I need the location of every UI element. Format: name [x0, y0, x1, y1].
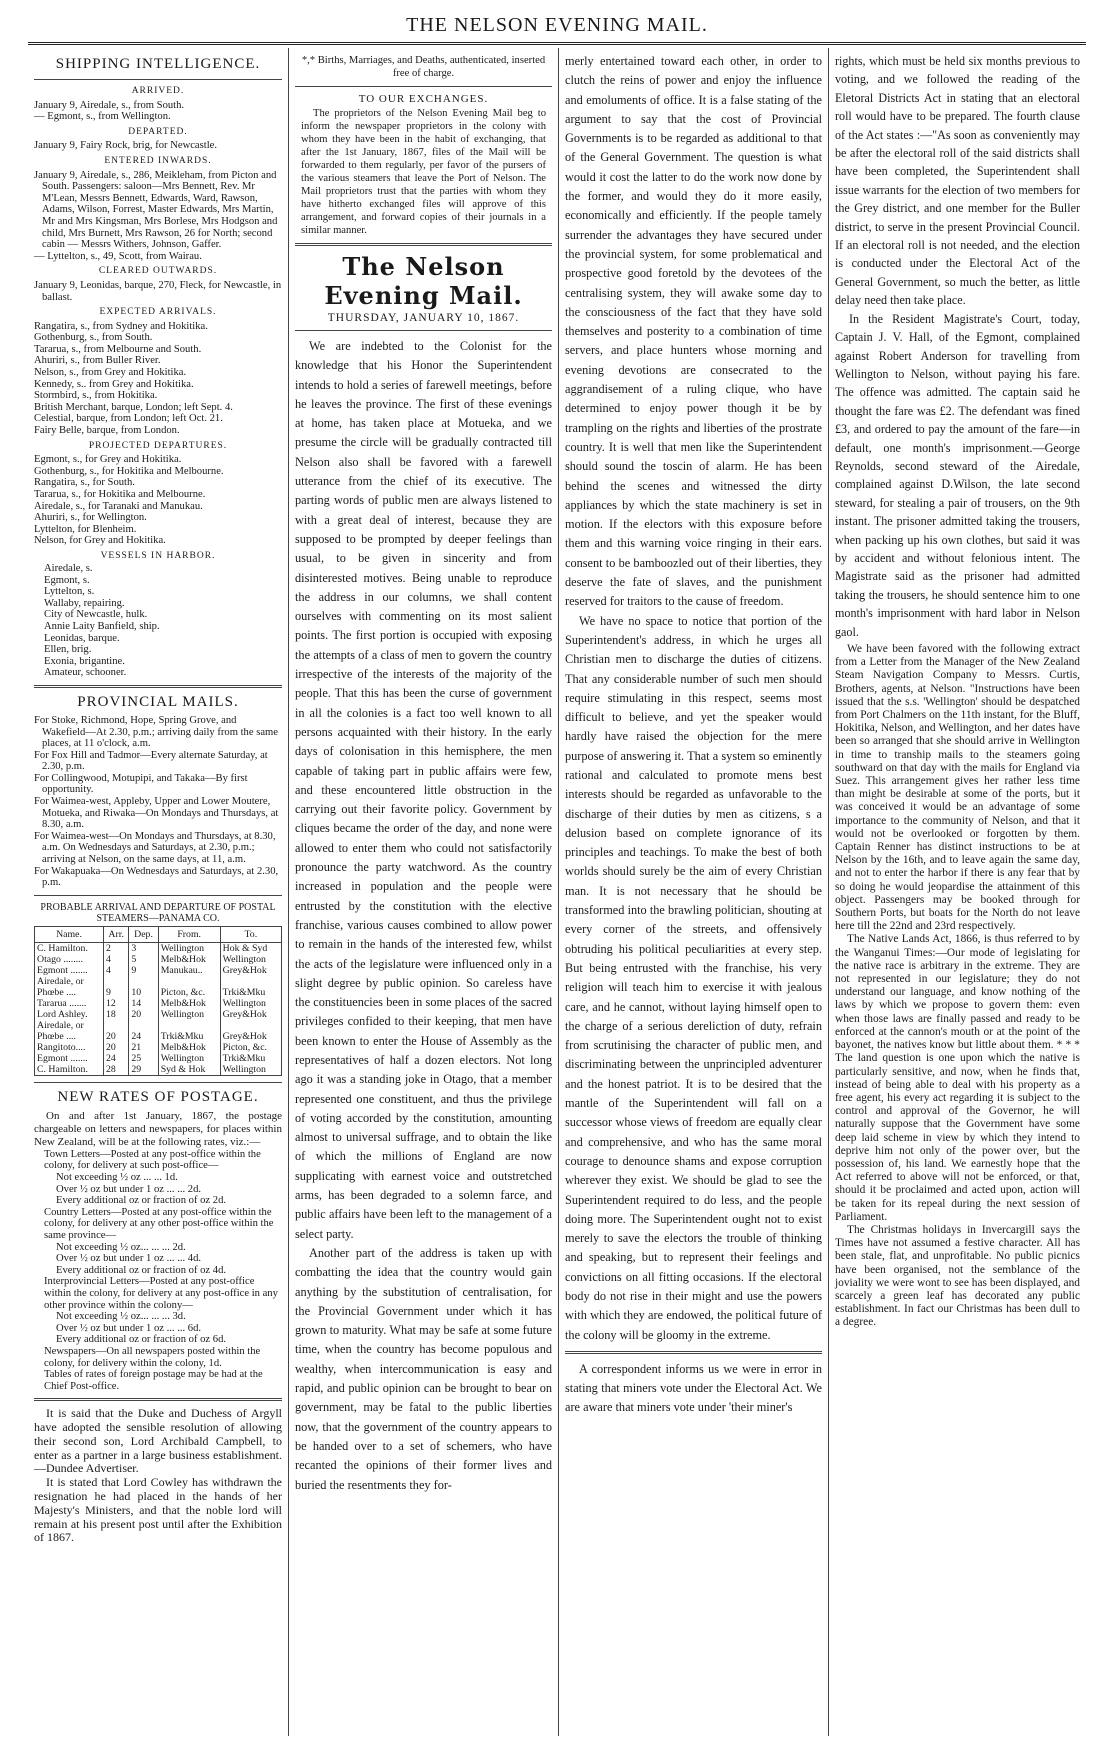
news-item: It is said that the Duke and Duchess of Argyll have adopted the sensible resolution of allowing their second son, Lord Archibald Campbell, to enter as a partner in a large business establishment.—Dundee Advertiser.	[34, 1406, 282, 1476]
postage-intro-block	[34, 1110, 282, 1149]
editorial-body	[295, 337, 552, 1495]
mail-item: For Collingwood, Motupipi, and Takaka—By first opportunity.	[34, 772, 248, 796]
table-cell: Lord Ashley.	[35, 1009, 104, 1020]
harbour-list	[34, 563, 282, 679]
table-row	[35, 1053, 282, 1064]
editorial-paragraph: We are indebted to the Colonist for the knowledge that his Honor the Superintendent intends to hold a series of farewell meetings, before he leaves the province. The first of these evenings at home, has taken place at Motueka, and we presume the circle will be gradually contracted till Nelson also shall be favored with a farewell utterance from the chief of its executive. The parting words of public men are always listened to with a great deal of interest, because they are supposed to be prompted by deeper feelings than usual, to be given in sincerity and from disinterested motives. Being unable to reproduce the address in our columns, we shall content ourselves with commenting on its most salient points. The first portion is occupied with exposing the attempts of a class of men to govern the country irrespective of the interests of the majority of the people. That this has been the curse of government in all the colonies is a fact too well known to all persons acquainted with their history. In the early days of colonisation in this hemisphere, the men capable of taking part in public affairs were few, and these encountered little obstruction in the carrying out their favorite policy. Government by cliques became the order of the day, and none were allowed to enter them who could not satisfactorily pronounce the party watchword. As the country increased in population and the people were entrusted by the constitution with the elective franchise, various causes combined to allow power to remain in the hands of the interested few, whilst the acts of the legislature were influenced only in a slight degree by public opinion. So careless have the constituencies been in some places of the sacred privileges confided to their keeping, that men have been known to enter the House of Assembly as the representatives of half a dozen electors. Not long ago it was a standing joke in Otago, that a member represented one constituent, and thus the privilege of voting accorded by the constitution, amounting almost to universal suffrage, and to obtain the like of which the millions of England are now supplicating with earnest voice and outstretched arms, has been degraded to a solemn farce, and public affairs have been left to the management of a select party.	[295, 339, 552, 1241]
table-row	[35, 942, 282, 954]
harbour-item: Wallaby, repairing.	[44, 597, 125, 609]
table-row	[35, 1064, 282, 1076]
column-2	[289, 48, 559, 1736]
col4-lower	[835, 643, 1080, 1330]
divider	[295, 330, 552, 331]
shipping-line: Ahuriri, s., from Buller River.	[34, 355, 161, 367]
harbour-item: Ellen, brig.	[44, 644, 92, 656]
shipping-line: January 9, Fairy Rock, brig, for Newcastle.	[34, 140, 217, 152]
shipping-line: January 9, Airedale, s., 286, Meikleham, from Picton and South. Passengers: saloon—Mrs Bennett, Rev. Mr M'Lean, Messrs Bennett, Edwards, Ward, Rawson, Adams, Wilson, Forrest, Master Edwards, Mrs Martin, Mr and Mrs Kingsman, Mrs Borlese, Mrs Hodgson and child, Mrs Burnett, Mrs Rawson, 26 for North; second cabin — Messrs Withers, Johnson, Gaffer.	[34, 169, 278, 251]
mails-list	[34, 715, 282, 889]
mails-title: PROVINCIAL MAILS.	[77, 693, 239, 710]
harbour-item: Airedale, s.	[44, 562, 93, 574]
table-cell: 3	[129, 942, 158, 954]
postage-line: Not exceeding ½ oz... ... ... 2d.	[56, 1241, 186, 1253]
shipping-line: Gothenburg, s., for Hokitika and Melbourne.	[34, 465, 224, 477]
table-row	[35, 965, 282, 976]
table-cell	[158, 1020, 220, 1031]
table-cell: Trki&Mku	[220, 1053, 281, 1064]
table-header: Dep.	[129, 926, 158, 942]
table-row	[35, 987, 282, 998]
shipping-line: January 9, Leonidas, barque, 270, Fleck, for Newcastle, in ballast.	[34, 279, 282, 303]
exchanges-title: TO OUR EXCHANGES.	[358, 93, 489, 105]
harbour-item: Annie Laity Banfield, ship.	[44, 620, 160, 632]
table-cell: Phœbe ....	[35, 987, 104, 998]
table-cell: Wellington	[220, 998, 281, 1009]
table-cell: Manukau..	[158, 965, 220, 976]
table-header: Arr.	[104, 926, 129, 942]
table-cell: 29	[129, 1064, 158, 1076]
harbour-item: Egmont, s.	[44, 574, 90, 586]
shipping-line: January 9, Airedale, s., from South.	[34, 99, 185, 111]
section-heading: DEPARTED.	[128, 126, 188, 137]
correspondent-text: A correspondent informs us we were in error in stating that miners vote under the Electoral Act. We are aware that miners vote under 'their miner's	[565, 1361, 822, 1415]
divider	[565, 1351, 822, 1354]
table-cell: Picton, &c.	[220, 1042, 281, 1053]
table-cell: Picton, &c.	[158, 987, 220, 998]
table-cell: Trki&Mku	[220, 987, 281, 998]
table-cell: Syd & Hok	[158, 1064, 220, 1076]
table-cell	[220, 1020, 281, 1031]
postal-heading: PROBABLE ARRIVAL AND DEPARTURE OF POSTAL STEAMERS—PANAMA CO.	[40, 901, 276, 924]
table-cell: 10	[129, 987, 158, 998]
section-heading: ARRIVED.	[131, 86, 185, 96]
shipping-title: SHIPPING INTELLIGENCE.	[55, 56, 261, 72]
paper-title: The Nelson Evening Mail.	[324, 252, 523, 310]
mail-item: For Waimea-west, Appleby, Upper and Lower Moutere, Motueka, and Riwaka—On Mondays and Thursdays, at 8.30, a.m.	[34, 796, 279, 831]
exchanges-block	[295, 107, 552, 237]
postage-lines	[34, 1149, 282, 1392]
table-cell: Wellington	[158, 942, 220, 954]
table-cell: C. Hamilton.	[35, 942, 104, 954]
table-cell: Phœbe ....	[35, 1031, 104, 1042]
table-cell: Wellington	[158, 1009, 220, 1020]
table-cell	[129, 1020, 158, 1031]
table-row	[35, 1009, 282, 1020]
table-cell: 2	[104, 942, 129, 954]
paper-date: THURSDAY, JANUARY 10, 1867.	[327, 312, 520, 324]
divider	[295, 86, 552, 87]
news-items	[34, 1407, 282, 1545]
table-cell: 20	[104, 1042, 129, 1053]
table-cell: Egmont .......	[35, 965, 104, 976]
table-cell: 14	[129, 998, 158, 1009]
table-cell: Wellington	[220, 954, 281, 965]
shipping-line: Gothenburg, s., from South.	[34, 332, 153, 344]
table-cell: Tararua .......	[35, 998, 104, 1009]
table-cell	[220, 976, 281, 987]
table-cell: 25	[129, 1053, 158, 1064]
mail-item: For Waimea-west—On Mondays and Thursdays, at 8.30, a.m. On Wednesdays and Saturdays, at 2.30, p.m.; arriving at Nelson, on the same days, at 11, a.m.	[34, 830, 276, 866]
column-1	[28, 48, 289, 1736]
shipping-line: Egmont, s., for Grey and Hokitika.	[34, 454, 182, 466]
divider	[34, 79, 282, 80]
exchanges-text: The proprietors of the Nelson Evening Mail beg to inform the newspaper proprietors in the colony with whom they have been in the habit of exchanging, that after the 1st January, 1867, files of the Mail will be forwarded to them regularly, per favor of the pursers of the various steamers that leave the Port of Nelson. The Mail proprietors trust that the parties with whom they have hitherto exchanged files will approve of this arrangement, and forward copies of their journals in a similar manner.	[301, 108, 546, 236]
table-cell: Wellington	[158, 1053, 220, 1064]
col4-p5: The Christmas holidays in Invercargill says the Times have not assumed a festive character. All has been stale, flat, and unprofitable. No public picnics have been organised, not the semblance of the joviality we were wont to see has been displayed, and scarcely a green leaf has decorated any public establishment. In fact our Christmas has been dull to a degree.	[835, 1223, 1080, 1329]
table-cell: Rangitoto....	[35, 1042, 104, 1053]
postage-intro: On and after 1st January, 1867, the postage chargeable on letters and newspapers, for places within New Zealand, will be at the following rates, viz.:—	[34, 1109, 282, 1148]
table-header: From.	[158, 926, 220, 942]
table-body	[35, 942, 282, 1075]
table-cell: 21	[129, 1042, 158, 1053]
shipping-line: — Egmont, s., from Wellington.	[34, 111, 171, 123]
table-cell: Airedale, or	[35, 976, 104, 987]
shipping-line: Tararua, s., for Hokitika and Melbourne.	[34, 489, 206, 500]
table-header: To.	[220, 926, 281, 942]
postage-line: Not exceeding ½ oz ... ... 1d.	[56, 1172, 178, 1183]
postage-line: Over ½ oz but under 1 oz ... ... 2d.	[56, 1183, 202, 1195]
shipping-line: Stormbird, s., from Hokitika.	[34, 390, 158, 402]
table-cell: 12	[104, 998, 129, 1009]
shipping-line: Celestial, barque, from London; left Oct. 21.	[34, 413, 223, 425]
table-cell: Melb&Hok	[158, 1042, 220, 1053]
table-cell	[104, 976, 129, 987]
shipping-line: Ahuriri, s., for Wellington.	[34, 512, 147, 524]
col4-upper	[835, 52, 1080, 641]
shipping-line: Kennedy, s.. from Grey and Hokitika.	[34, 378, 194, 390]
mail-item: For Wakapuaka—On Wednesdays and Saturdays, at 2.30, p.m.	[34, 865, 279, 889]
postage-line: Interprovincial Letters—Posted at any post-office within the colony, for delivery at any post-office in any other province within the colony—	[44, 1276, 278, 1311]
table-row	[35, 1042, 282, 1053]
table-cell	[104, 1020, 129, 1031]
table-cell: Egmont .......	[35, 1053, 104, 1064]
divider	[295, 243, 552, 246]
table-cell: Melb&Hok	[158, 998, 220, 1009]
table-cell: 5	[129, 954, 158, 965]
divider	[34, 1082, 282, 1083]
postage-title: NEW RATES OF POSTAGE.	[57, 1088, 259, 1105]
divider	[34, 685, 282, 688]
table-cell: 20	[129, 1009, 158, 1020]
table-header-row	[35, 926, 282, 942]
table-row	[35, 976, 282, 987]
shipping-line: Nelson, s., from Grey and Hokitika.	[34, 367, 187, 379]
divider	[34, 1398, 282, 1401]
table-cell: Grey&Hok	[220, 1031, 281, 1042]
table-cell: 20	[104, 1031, 129, 1042]
table-cell: 24	[129, 1031, 158, 1042]
shipping-line: Tararua, s., from Melbourne and South.	[34, 343, 202, 355]
table-row	[35, 1031, 282, 1042]
editorial-paragraph: We have no space to notice that portion of the Superintendent's address, in which he urges all Christian men to discharge the duties of citizens. That any considerable number of such men should require stimulating in this respect, seems most difficult to believe, and yet the speaker would hardly have raised the objection for the mere purpose of answering it. That a system so eminently rational and calculated to promote mens best interests should be regarded as unfavorable to the discharge of their duties by men as citizens, s a delusion based on complete ignorance of its principles and teachings. To make the best of both worlds should surely be the aim of every Christian man. It is not necessary that he should be transformed into the brawling politician, shouting at every corner of the streets, and offensively obtruding his political peculiarities at every step. But being entrusted with the franchise, his very religion will teach him to exercise it with jealous care, and he cannot, without laying himself open to the charge of a serious dereliction of duty, refrain from scrutinising the character of public men, and discriminating between the unprincipled adventurer and the honest patriot. It is to be desired that the mantle of the Superintendent will fall on a successor whose views of freedom are equally clear and comprehensive, and who has the same moral courage to denounce shams and expose corruption wherever they exist. We should be glad to see the Superintendent required to do less, and the people doing more. The Superintendent ought not to exist merely to save the electors the trouble of thinking and speaking, but to represent their feelings and convictions on all fitting occasions. If the electoral body do not rise in their might and use the powers with which they are endowed, the political future of the colony will be gloomy in the extreme.	[565, 613, 822, 1342]
table-cell: 4	[104, 954, 129, 965]
harbour-item: Amateur, schooner.	[44, 667, 127, 679]
masthead-rule	[28, 42, 1086, 45]
mail-item: For Fox Hill and Tadmor—Every alternate Saturday, at 2.30, p.m.	[34, 749, 268, 773]
shipping-line: — Lyttelton, s., 49, Scott, from Wairau.	[34, 250, 202, 262]
notice: *,* Births, Marriages, and Deaths, authenticated, inserted free of charge.	[301, 55, 546, 79]
table-cell	[129, 976, 158, 987]
section-heading: PROJECTED DEPARTURES.	[88, 440, 228, 451]
table-cell: 18	[104, 1009, 129, 1020]
shipping-line: Rangatira, s., from Sydney and Hokitika.	[34, 320, 208, 332]
table-cell: Grey&Hok	[220, 1009, 281, 1020]
shipping-line: Rangatira, s., for South.	[34, 477, 135, 489]
postage-line: Over ½ oz but under 1 oz ... ... 6d.	[56, 1322, 202, 1334]
section-heading: ENTERED INWARDS.	[104, 155, 212, 166]
newspaper-page	[28, 48, 1086, 1736]
harbour-item: City of Newcastle, hulk.	[44, 609, 148, 621]
table-cell: Otago ........	[35, 954, 104, 965]
table-cell: 4	[104, 965, 129, 976]
postage-line: Not exceeding ½ oz... ... ... 3d.	[56, 1311, 186, 1323]
col4-p1: rights, which must be held six months previous to voting, and we followed the reading of the Eletoral Districts Act in stating that an electoral roll would have to be prepared. The fourth clause of the Act states :—"As soon as conveniently may be after the electoral roll of the said districts shall have been completed, the Superintendent shall issue warrants for the election of two members for the Grey district, and one member for the Buller district, to serve in the present Provincial Council. If an electoral roll is not needed, and the election is conducted under the Electoral Act of the General Government, so much the better, as little delay need then take place.	[835, 54, 1080, 308]
table-cell: Melb&Hok	[158, 954, 220, 965]
table-cell: Hok & Syd	[220, 942, 281, 954]
column-4	[829, 48, 1086, 1736]
shipping-line: Airedale, s., for Taranaki and Manukau.	[34, 500, 203, 512]
editorial-paragraph: Another part of the address is taken up with combatting the idea that the country would gain anything by the substitution of centralisation, for the Provincial Government under which it has grown to maturity. What may be safe at some future time, when the country has become populous and wealthy, when intercommunication is easy and rapid, and public opinion can be brought to bear on government, may be fatal to the public liberties now, that the government of the country appears to be handed over to a set of schemers, who have recanted the opinions of their former lives and buried the resentments they for-	[295, 1245, 552, 1492]
postage-line: Tables of rates of foreign postage may be had at the Chief Post-office.	[44, 1369, 263, 1392]
editorial-continued	[565, 52, 822, 1345]
table-cell: Wellington	[220, 1064, 281, 1076]
harbour-heading: VESSELS IN HARBOR.	[100, 550, 216, 561]
postage-line: Over ½ oz but under 1 oz ... ... 4d.	[56, 1253, 202, 1265]
shipping-sections	[34, 86, 282, 547]
table-row	[35, 954, 282, 965]
shipping-line: British Merchant, barque, London; left Sept. 4.	[34, 401, 233, 413]
table-cell: 28	[104, 1064, 129, 1076]
col4-p4: The Native Lands Act, 1866, is thus referred to by the Wanganui Times:—Our mode of legislating for the native race is arbitrary in the extreme. They are not represented in our legislature; they do not understand our language, and know nothing of the laws by which we propose to govern them: even when those laws are finally passed and ready to be enforced at the cannon's mouth or at the point of the bayonet, the natives know but little about them. * * * The land question is one upon which the native is particularly sensitive, and now, when he finds that, instead of being able to deal with his property as a free agent, his every act regarding it is subject to the control and approval of the Governor, he will naturally suppose that the Government have some deep laid scheme in view by which they intend to deprive him not only of the power over, but the possession of, his land. We earnestly hope that the Act referred to above will not be enforced, or that, should it be proclaimed and acted upon, action will be taken for its repeal during the next session of Parliament.	[835, 933, 1080, 1223]
shipping-line: Nelson, for Grey and Hokitika.	[34, 535, 166, 547]
mail-item: For Stoke, Richmond, Hope, Spring Grove, and Wakefield—At 2.30, p.m.; arriving daily from the same places, at 11 o'clock, a.m.	[34, 714, 278, 750]
section-heading: EXPECTED ARRIVALS.	[99, 307, 217, 318]
harbour-item: Lyttelton, s.	[44, 586, 95, 598]
table-cell: C. Hamilton.	[35, 1064, 104, 1076]
masthead-title: THE NELSON EVENING MAIL.	[406, 14, 708, 36]
postage-line: Every additional oz or fraction of oz 6d.	[56, 1334, 227, 1346]
table-cell: Trki&Mku	[158, 1031, 220, 1042]
table-cell: 24	[104, 1053, 129, 1064]
column-3	[559, 48, 829, 1736]
shipping-line: Lyttelton, for Blenheim.	[34, 523, 137, 535]
postage-line: Newspapers—On all newspapers posted within the colony, for delivery within the colony, 1d.	[44, 1345, 261, 1369]
table-cell: 9	[129, 965, 158, 976]
postage-line: Country Letters—Posted at any post-office within the colony, for delivery at any other post-office within the same province—	[44, 1206, 274, 1241]
col4-p3: We have been favored with the following extract from a Letter from the Manager of the New Zealand Steam Navigation Company to Messrs. Curtis, Brothers, agents, at Nelson. "Instructions have been issued that the s.s. 'Wellington' should be despatched from Port Chalmers on the 11th instant, for the Bluff, Hokitika, Nelson, and Wellington, and her dates have been so arranged that she should arrive in Wellington in time to tranship mails to the steamers going southward on that day with the mails for England via Suez. This arrangement gives her rather less time than might be desirable at some of the ports, but it was conceived it would be an advantage of some importance to the community of Nelson, and that it would not be overlooked or forgotten by them. Captain Renner has distinct instructions to be at Nelson by the 16th, and to leave again the same day, and not to enter the harbor if there is any fear that by so doing he would jeopardise the attainment of this object. Passengers may be booked through for Southern Ports, but boats for the North do not leave here till the 22nd and 23rd respectively.	[835, 643, 1080, 933]
postage-line: Town Letters—Posted at any post-office within the colony, for delivery at such post-office—	[44, 1148, 261, 1172]
harbour-item: Exonia, brigantine.	[44, 655, 125, 667]
table-row	[35, 1020, 282, 1031]
postal-table	[34, 926, 282, 1076]
divider	[34, 895, 282, 896]
table-row	[35, 998, 282, 1009]
table-cell: 9	[104, 987, 129, 998]
news-item: It is stated that Lord Cowley has withdrawn the resignation he had placed in the hands of her Majesty's Ministers, and that the noble lord will remain at his present post until after the Exhibition of 1867.	[34, 1475, 282, 1545]
table-header: Name.	[35, 926, 104, 942]
shipping-line: Fairy Belle, barque, from London.	[34, 425, 180, 437]
table-cell	[158, 976, 220, 987]
postage-line: Every additional oz or fraction of oz 2d.	[56, 1195, 227, 1207]
postage-line: Every additional oz or fraction of oz 4d.	[56, 1264, 227, 1276]
table-cell: Grey&Hok	[220, 965, 281, 976]
masthead	[0, 0, 1114, 44]
correspondent-block	[565, 1360, 822, 1418]
section-heading: CLEARED OUTWARDS.	[98, 266, 218, 277]
editorial-paragraph: merly entertained toward each other, in order to clutch the reins of power and enjoy the influence and emoluments of office. It is a false stating of the argument to say that the cost of Provincial Governments is to be regarded as additional to that of the General Government. The question is what would it cost the latter to do the work now done by the former, and would they do it more easily, economically and efficiently. If the people tamely surrender the advantages they have secured under the provincial system, for some problematical and prospective good foretold by the devotees of the centralising system, they will awake some day to the consciousness of the fact that they have sold themselves and posterity to a combination of time servers, and place hunters whose morning and evening devotions are consecrated to the aggrandisement of a ruling clique, who have determined to enjoy power though it be by trampling on the rights and liberties of the prostrate country. It is well that men like the Superintendent should sound the toscin of alarm. He has been behind the scenes and witnessed the dirty appliances by which the state machinery is set in motion. If the electors with this exposure before them and this warning voice ringing in their ears. consent to be bamboozled out of their liberties, they deserve the fate of slaves, and the punishment reserved for traitors to the cause of freedom.	[565, 54, 822, 609]
harbour-item: Leonidas, barque.	[44, 632, 120, 644]
table-cell: Airedale, or	[35, 1020, 104, 1031]
col4-p2: In the Resident Magistrate's Court, today, Captain J. V. Hall, of the Egmont, complained against Robert Anderson for travelling from Wellington to Nelson, without paying his fare. The offence was admitted. The captain said he thought the fare was £2. The defendant was fined £3, and ordered to pay the amount of the fare—in default, one month's imprisonment.—George Reynolds, second steward of the Airedale, complained against D.Wilson, the late second steward, for stealing a pair of trousers, on the 9th instant. The prisoner admitted taking the trousers, when packing up his own clothes, but said it was by accident and without felonious intent. The Magistrate said as the prisoner had admitted taking the trousers, he should sentence him to one month's imprisonment with hard labor in Nelson gaol.	[835, 311, 1080, 639]
